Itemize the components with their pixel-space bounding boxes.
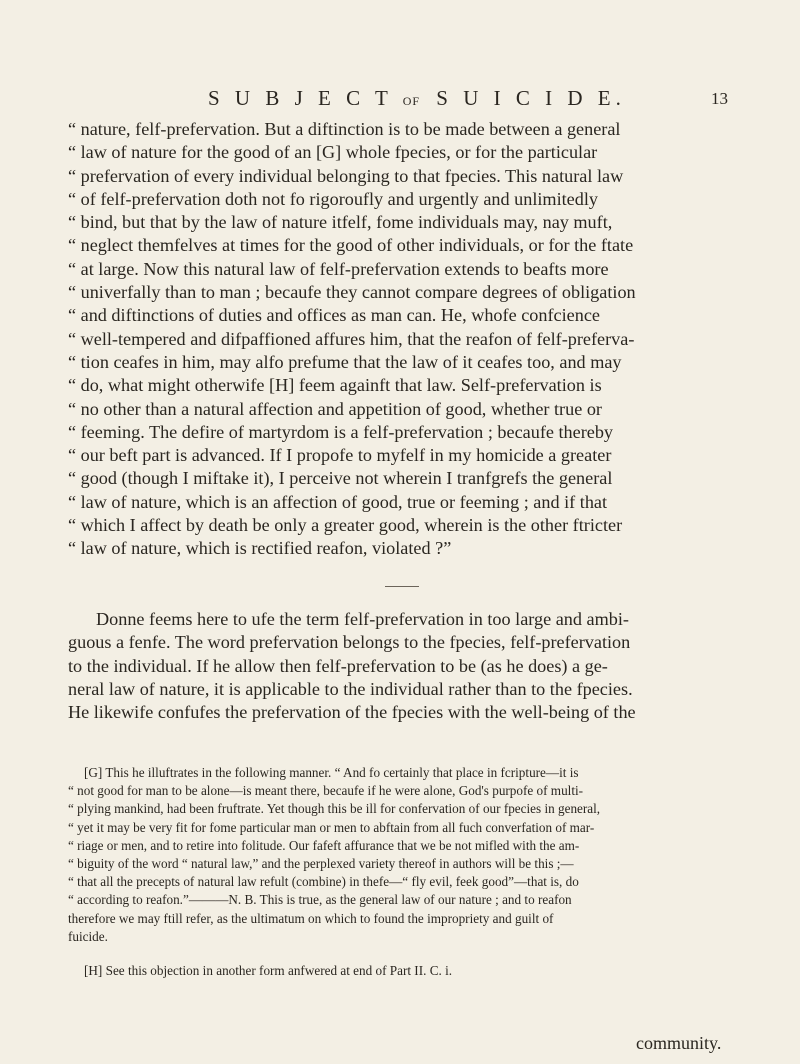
header-title-subject: S U B J E C T — [208, 86, 393, 110]
footnote-g-line: “ that all the precepts of natural law refult (combine) in thefe—“ fly evil, feek good”—that is, do — [68, 874, 579, 890]
quote-line: “ at large. Now this natural law of felf-prefervation extends to beafts more — [68, 258, 609, 279]
footnote-g-line: therefore we may ftill refer, as the ultimatum on which to found the impropriety and guilt of — [68, 910, 554, 926]
catchword: community. — [636, 1033, 722, 1053]
page-number: 13 — [711, 89, 728, 108]
quote-line: “ bind, but that by the law of nature itfelf, fome individuals may, nay muft, — [68, 212, 613, 233]
footnote-h-line: [H] See this objection in another form anfwered at end of Part II. C. i. — [84, 963, 453, 979]
quote-line: “ our beft part is advanced. If I propofe to myfelf in my homicide a greater — [68, 445, 612, 466]
quote-line: “ tion ceafes in him, may alfo prefume that the law of it ceafes too, and may — [68, 351, 622, 372]
quoted-passage — [68, 118, 733, 561]
body-line: to the individual. If he allow then felf-prefervation to be (as he does) a ge- — [68, 655, 608, 676]
quote-line: “ univerfally than to man ; becaufe they cannot compare degrees of obligation — [68, 282, 636, 303]
quote-line: “ feeming. The defire of martyrdom is a felf-prefervation ; becaufe thereby — [68, 421, 614, 442]
quote-line: “ good (though I miftake it), I perceive not wherein I tranfgrefs the general — [68, 468, 613, 489]
footnote-g-line: fuicide. — [68, 928, 108, 944]
quote-line: “ nature, felf-prefervation. But a diftinction is to be made between a general — [68, 119, 621, 139]
quote-line: “ neglect themfelves at times for the good of other individuals, or for the ftate — [68, 235, 634, 256]
footnote-g-line: “ biguity of the word “ natural law,” and the perplexed variety thereof in authors will be this ;— — [68, 856, 574, 872]
footnote-g-line: “ riage or men, and to retire into folitude. Our fafeft affurance that we be not mifled with the am- — [68, 837, 580, 853]
quote-line: “ prefervation of every individual belonging to that fpecies. This natural law — [68, 165, 624, 186]
body-line: Donne feems here to ufe the term felf-prefervation in too large and ambi- — [96, 609, 629, 629]
quote-line: “ no other than a natural affection and appetition of good, whether true or — [68, 398, 602, 419]
running-header — [208, 86, 708, 111]
quote-line: “ law of nature, which is rectified reafon, violated ?” — [68, 538, 452, 559]
section-divider — [385, 586, 419, 587]
footnote-g-line: [G] This he illuftrates in the following manner. “ And fo certainly that place in fcripture—it is — [84, 765, 579, 780]
footnote-g-line: “ not good for man to be alone—is meant there, becaufe if he were alone, God's purpofe of multi- — [68, 783, 584, 799]
commentary-paragraph — [68, 608, 733, 724]
quote-line: “ law of nature, which is an affection of good, true or feeming ; and if that — [68, 491, 608, 512]
quote-line: “ do, what might otherwife [H] feem againft that law. Self-prefervation is — [68, 375, 602, 396]
quote-line: “ of felf-prefervation doth not fo rigoroufly and urgently and unlimitedly — [68, 188, 598, 209]
quote-line: “ well-tempered and difpaffioned affures him, that the reafon of felf-preferva- — [68, 328, 635, 349]
footnotes — [68, 764, 733, 980]
quote-line: “ which I affect by death be only a greater good, wherein is the other ftricter — [68, 515, 623, 536]
quote-line: “ and diftinctions of duties and offices as man can. He, whofe confcience — [68, 305, 600, 326]
body-line: guous a fenfe. The word prefervation belongs to the fpecies, felf-prefervation — [68, 632, 631, 653]
header-title-of: OF — [402, 94, 421, 108]
footnote-g-line: “ yet it may be very fit for fome particular man or men to abftain from all fuch converfation of mar- — [68, 819, 595, 835]
footnote-g-line: “ plying mankind, had been fruftrate. Yet though this be ill for confervation of our fpecies in general, — [68, 801, 601, 817]
quote-line: “ law of nature for the good of an [G] whole fpecies, or for the particular — [68, 142, 598, 163]
body-line: He likewife confufes the prefervation of the fpecies with the well-being of the — [68, 702, 636, 723]
footnote-spacer — [68, 946, 733, 962]
body-line: neral law of nature, it is applicable to the individual rather than to the fpecies. — [68, 678, 633, 699]
header-title-suicide: S U I C I D E. — [436, 86, 626, 110]
footnote-g-line: “ according to reafon.”———N. B. This is true, as the general law of our nature ; and to reafon — [68, 892, 572, 908]
